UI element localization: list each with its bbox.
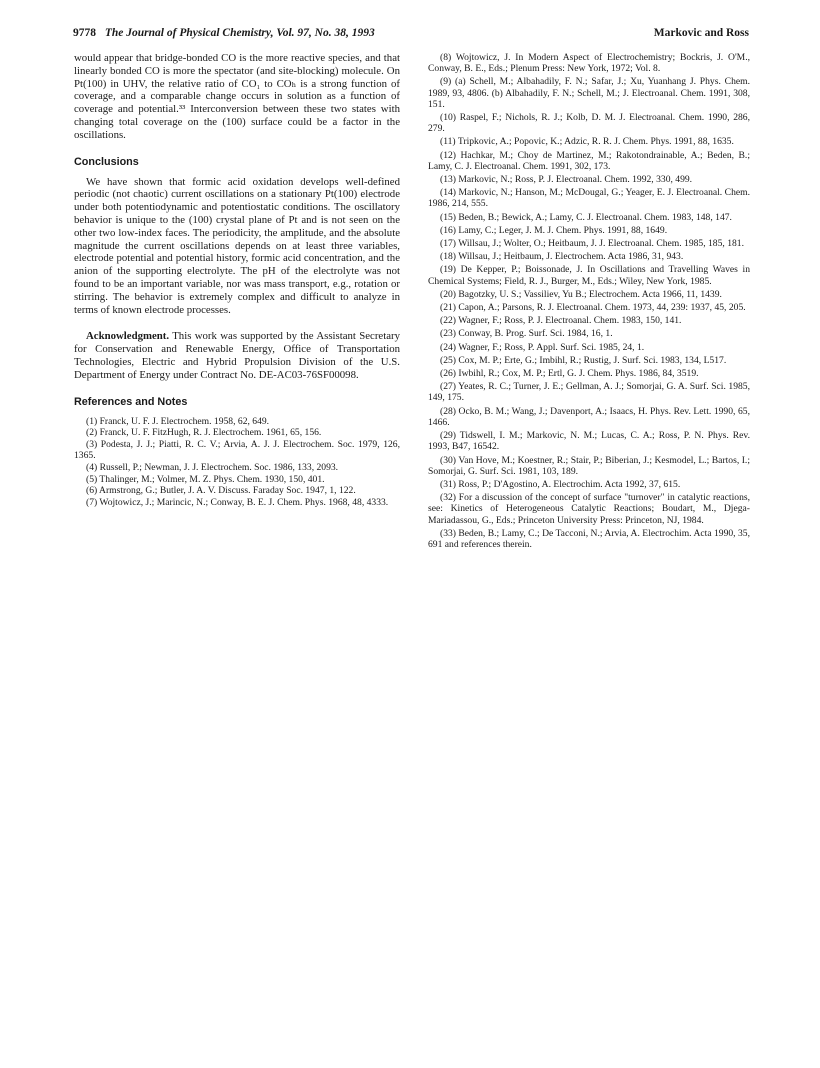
reference-item: (32) For a discussion of the concept of surface "turnover" in catalytic reactions, see: Kinetics of Heterogeneous Catalytic Reactions; Boudart, M., Djega-Mariadassou, G., Eds.; Princeton University Press: Princeton, NJ, 1984. bbox=[428, 492, 750, 526]
reference-item: (9) (a) Schell, M.; Albahadily, F. N.; Safar, J.; Xu, Yuanhang J. Phys. Chem. 1989, 93, 4806. (b) Albahadily, F. N.; Schell, M.; J. Electroanal. Chem. 1991, 308, 151. bbox=[428, 76, 750, 110]
reference-item: (22) Wagner, F.; Ross, P. J. Electroanal. Chem. 1983, 150, 141. bbox=[440, 315, 682, 327]
reference-item: (6) Armstrong, G.; Butler, J. A. V. Discuss. Faraday Soc. 1947, 1, 122. bbox=[86, 485, 356, 497]
left-column bbox=[74, 52, 400, 509]
reference-item: (7) Wojtowicz, J.; Marincic, N.; Conway, B. E. J. Chem. Phys. 1968, 48, 4333. bbox=[86, 496, 389, 508]
reference-item: (24) Wagner, F.; Ross, P. Appl. Surf. Sci. 1985, 24, 1. bbox=[440, 341, 645, 353]
reference-item: (12) Hachkar, M.; Choy de Martinez, M.; Rakotondrainable, A.; Beden, B.; Lamy, C. J. Electroanal. Chem. 1991, 302, 173. bbox=[428, 149, 750, 172]
reference-item: (14) Markovic, N.; Hanson, M.; McDougal, G.; Yeager, E. J. Electroanal. Chem. 1986, 214, 555. bbox=[428, 187, 750, 210]
reference-item: (28) Ocko, B. M.; Wang, J.; Davenport, A.; Isaacs, H. Phys. Rev. Lett. 1990, 65, 1466. bbox=[428, 405, 750, 428]
reference-item: (21) Capon, A.; Parsons, R. J. Electroanal. Chem. 1973, 44, 239: 1937, 45, 205. bbox=[440, 302, 746, 314]
reference-item: (4) Russell, P.; Newman, J. J. Electrochem. Soc. 1986, 133, 2093. bbox=[86, 461, 339, 473]
running-authors: Markovic and Ross bbox=[653, 27, 749, 39]
references-list-right bbox=[428, 52, 750, 550]
reference-item: (19) De Kepper, P.; Boissonade, J. In Oscillations and Travelling Waves in Chemical Systems; Field, R. J., Burger, M., Eds.; Wiley, New York, 1985. bbox=[428, 264, 750, 287]
reference-item: (33) Beden, B.; Lamy, C.; De Tacconi, N.; Arvia, A. Electrochim. Acta 1990, 35, 691 and references therein. bbox=[428, 527, 750, 550]
reference-item: (3) Podesta, J. J.; Piatti, R. C. V.; Arvia, A. J. J. Electrochem. Soc. 1979, 126, 1365. bbox=[74, 438, 400, 462]
reference-item: (11) Tripkovic, A.; Popovic, K.; Adzic, R. R. J. Chem. Phys. 1991, 88, 1635. bbox=[440, 136, 734, 148]
reference-item: (1) Franck, U. F. J. Electrochem. 1958, 62, 649. bbox=[86, 415, 270, 427]
reference-item: (30) Van Hove, M.; Koestner, R.; Stair, P.; Biberian, J.; Kesmodel, L.; Bartos, I.; Somorjai, G. Surf. Sci. 1981, 103, 189. bbox=[428, 454, 750, 477]
acknowledgment-label: Acknowledgment. bbox=[86, 330, 170, 343]
reference-item: (10) Raspel, F.; Nichols, R. J.; Kolb, D. M. J. Electroanal. Chem. 1990, 286, 279. bbox=[428, 112, 750, 135]
reference-item: (29) Tidswell, I. M.; Markovic, N. M.; Lucas, C. A.; Ross, P. N. Phys. Rev. 1993, B47, 16542. bbox=[428, 430, 750, 453]
right-column bbox=[428, 52, 750, 552]
intro-paragraph: would appear that bridge-bonded CO is the more reactive species, and that linearly bonded CO is more the spectator (and site-blocking) molecule. On Pt(100) in UHV, the relative ratio of CO₁ to COₕ is a strong function of coverage, and a comparable change occurs in solution as a function of coverage and potential.³³ Interconversion between these two states with changing total coverage on the (100) surface could be a factor in the oscillations. bbox=[74, 52, 400, 141]
reference-item: (17) Willsau, J.; Wolter, O.; Heitbaum, J. J. Electroanal. Chem. 1985, 185, 181. bbox=[440, 238, 744, 250]
reference-item: (18) Willsau, J.; Heitbaum, J. Electrochem. Acta 1986, 31, 943. bbox=[440, 251, 684, 263]
reference-item: (2) Franck, U. F. FitzHugh, R. J. Electrochem. 1961, 65, 156. bbox=[86, 427, 322, 439]
reference-item: (27) Yeates, R. C.; Turner, J. E.; Gellman, A. J.; Somorjai, G. A. Surf. Sci. 1985, 149, 175. bbox=[428, 381, 750, 404]
reference-item: (31) Ross, P.; D'Agostino, A. Electrochim. Acta 1992, 37, 615. bbox=[440, 478, 681, 490]
reference-item: (25) Cox, M. P.; Erte, G.; Imbihl, R.; Rustig, J. Surf. Sci. 1983, 134, L517. bbox=[440, 354, 727, 366]
reference-item: (15) Beden, B.; Bewick, A.; Lamy, C. J. Electroanal. Chem. 1983, 148, 147. bbox=[440, 211, 732, 223]
reference-item: (20) Bagotzky, U. S.; Vassiliev, Yu B.; Electrochem. Acta 1966, 11, 1439. bbox=[440, 288, 722, 300]
reference-item: (16) Lamy, C.; Leger, J. M. J. Chem. Phys. 1991, 88, 1649. bbox=[440, 224, 668, 236]
reference-item: (26) Iwbihl, R.; Cox, M. P.; Ertl, G. J. Chem. Phys. 1986, 84, 3519. bbox=[440, 368, 699, 380]
body-text bbox=[74, 52, 400, 382]
journal-title: The Journal of Physical Chemistry, Vol. 97, No. 38, 1993 bbox=[104, 27, 375, 39]
references-heading: References and Notes bbox=[74, 395, 188, 408]
conclusions-paragraph: We have shown that formic acid oxidation develops well-defined periodic (not chaotic) current oscillations on a stationary Pt(100) electrode under both potentiodynamic and potentiostatic conditions. The oscillatory behavior is unique to the (100) crystal plane of Pt and is not seen on the other two low-index faces. The periodicity, the amplitude, and the absolute magnitude the current oscillations depends on at least three variables, electrode potential and potential history, formic acid concentration, and the anion of the supporting electrolyte. The pH of the electrolyte was not found to be an important variable, nor was mass transport, e.g., rotation or stirring. The behavior is extremely complex and difficult to analyze in terms of known electrode processes. bbox=[74, 175, 400, 316]
page-number: 9778 bbox=[73, 27, 96, 39]
reference-item: (8) Wojtowicz, J. In Modern Aspect of Electrochemistry; Bockris, J. O'M., Conway, B. E., Eds.; Plenum Press: New York, 1972; Vol. 8. bbox=[428, 52, 750, 75]
reference-item: (23) Conway, B. Prog. Surf. Sci. 1984, 16, 1. bbox=[440, 328, 613, 340]
reference-item: (5) Thalinger, M.; Volmer, M. Z. Phys. Chem. 1930, 150, 401. bbox=[86, 473, 325, 485]
page-header bbox=[73, 26, 749, 42]
reference-item: (13) Markovic, N.; Ross, P. J. Electroanal. Chem. 1992, 330, 499. bbox=[440, 174, 693, 186]
acknowledgment-text: This work was supported by the Assistant Secretary for Conservation and Renewable Energy, Office of Transportation Technologies, Electric and Hybrid Propulsion Division of the U.S. Department of Energy under Contract No. DE-AC03-76SF00098. bbox=[74, 330, 400, 381]
conclusions-heading: Conclusions bbox=[74, 155, 139, 168]
acknowledgment-paragraph bbox=[74, 330, 400, 381]
references-list-left bbox=[74, 416, 400, 509]
